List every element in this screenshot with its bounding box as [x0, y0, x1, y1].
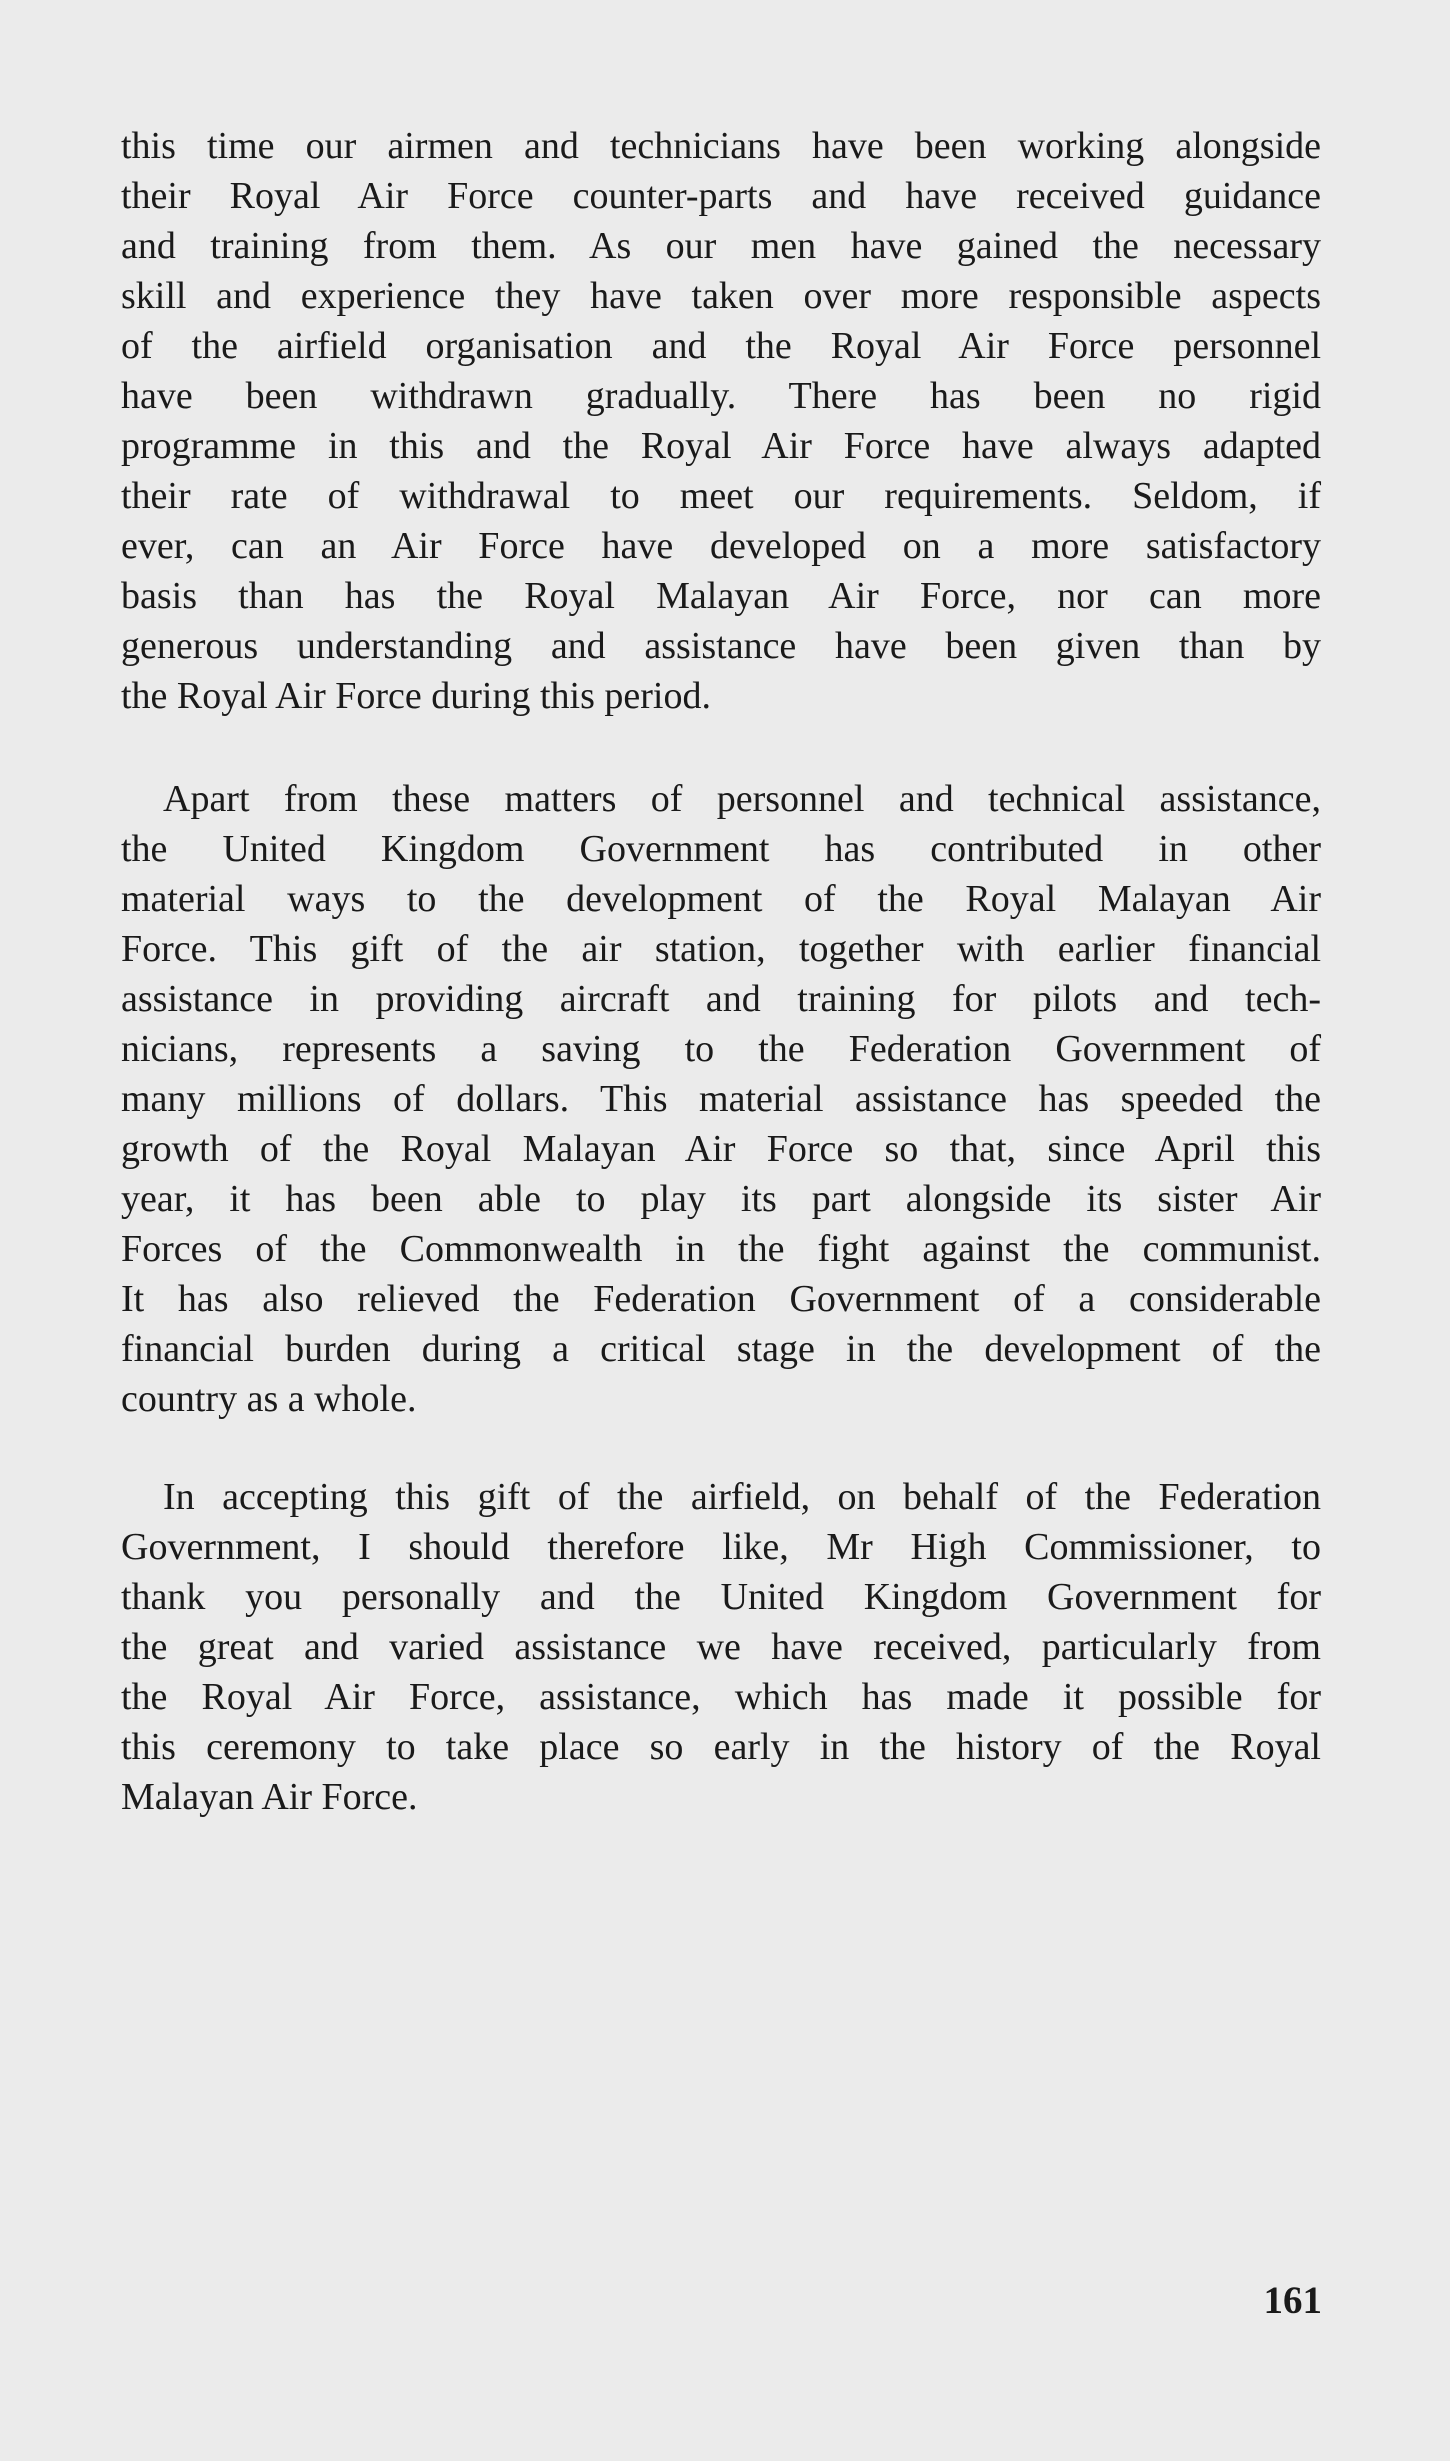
text-line: programme in this and the Royal Air Force have always adapted [121, 425, 1321, 467]
text-line: material ways to the development of the Royal Malayan Air [121, 878, 1321, 920]
text-line: the Royal Air Force, assistance, which has made it possible for [121, 1676, 1321, 1718]
paragraph-2 [121, 774, 1321, 1424]
text-line: financial burden during a critical stage in the development of the [121, 1328, 1321, 1370]
text-line: Forces of the Commonwealth in the fight against the communist. [121, 1228, 1321, 1270]
text-line: Apart from these matters of personnel and technical assistance, [163, 778, 1321, 820]
text-line: thank you personally and the United Kingdom Government for [121, 1576, 1321, 1618]
text-line: year, it has been able to play its part alongside its sister Air [121, 1178, 1321, 1220]
text-line: their Royal Air Force counter-parts and have received guidance [121, 175, 1321, 217]
paragraph-1 [121, 121, 1321, 721]
text-line: many millions of dollars. This material assistance has speeded the [121, 1078, 1321, 1120]
text-line: generous understanding and assistance have been given than by [121, 625, 1321, 667]
text-line: their rate of withdrawal to meet our requirements. Seldom, if [121, 475, 1321, 517]
text-line: and training from them. As our men have gained the necessary [121, 225, 1321, 267]
text-line: the Royal Air Force during this period. [121, 675, 711, 717]
paragraph-3 [121, 1472, 1321, 1822]
text-line: this time our airmen and technicians have been working alongside [121, 125, 1321, 167]
text-line: basis than has the Royal Malayan Air Force, nor can more [121, 575, 1321, 617]
text-line: skill and experience they have taken over more responsible aspects [121, 275, 1321, 317]
text-line: growth of the Royal Malayan Air Force so that, since April this [121, 1128, 1321, 1170]
text-line: nicians, represents a saving to the Federation Government of [121, 1028, 1321, 1070]
text-line: It has also relieved the Federation Government of a considerable [121, 1278, 1321, 1320]
text-line: of the airfield organisation and the Royal Air Force personnel [121, 325, 1321, 367]
text-line: In accepting this gift of the airfield, on behalf of the Federation [163, 1476, 1321, 1518]
text-line: the United Kingdom Government has contributed in other [121, 828, 1321, 870]
text-line: Force. This gift of the air station, together with earlier financial [121, 928, 1321, 970]
text-line: Government, I should therefore like, Mr High Commissioner, to [121, 1526, 1321, 1568]
text-line: Malayan Air Force. [121, 1776, 418, 1818]
page-number: 161 [1263, 2279, 1322, 2322]
text-line: country as a whole. [121, 1378, 417, 1420]
text-line: this ceremony to take place so early in the history of the Royal [121, 1726, 1321, 1768]
text-line: assistance in providing aircraft and training for pilots and tech- [121, 978, 1321, 1020]
text-line: the great and varied assistance we have received, particularly from [121, 1626, 1321, 1668]
text-line: have been withdrawn gradually. There has been no rigid [121, 375, 1321, 417]
text-line: ever, can an Air Force have developed on a more satisfactory [121, 525, 1321, 567]
